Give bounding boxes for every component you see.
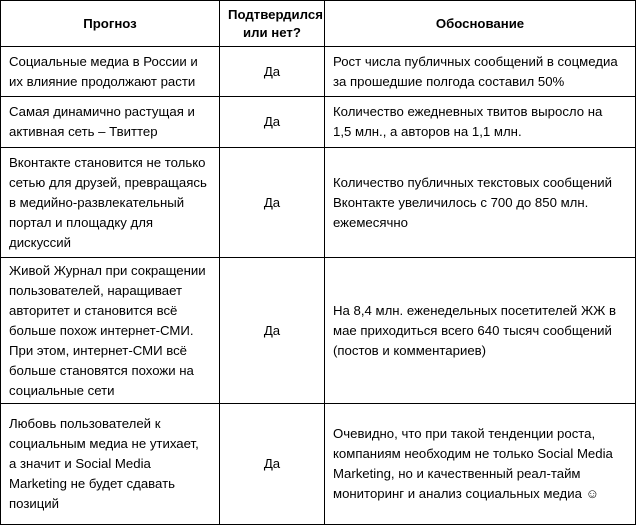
forecast-cell: Вконтакте становится не только сетью для друзей, превращаясь в медийно-развлекательный портал и площадку для дискуссий	[1, 148, 220, 258]
confirmed-cell: Да	[220, 258, 325, 404]
table-header-row	[1, 1, 636, 47]
forecast-cell: Любовь пользователей к социальным медиа не утихает, а значит и Social Media Marketing не будет сдавать позиций	[1, 404, 220, 525]
reasoning-cell: На 8,4 млн. еженедельных посетителей ЖЖ в мае приходиться всего 640 тысяч сообщений (постов и комментариев)	[325, 258, 636, 404]
confirmed-cell: Да	[220, 47, 325, 97]
forecast-cell: Живой Журнал при сокращении пользователей, наращивает авторитет и становится всё больше похож интернет-СМИ. При этом, интернет-СМИ всё больше становятся похожи на социальные сети	[1, 258, 220, 404]
table-row	[1, 97, 636, 148]
forecast-cell: Самая динамично растущая и активная сеть – Твиттер	[1, 97, 220, 148]
confirmed-cell: Да	[220, 404, 325, 525]
reasoning-cell: Количество ежедневных твитов выросло на 1,5 млн., а авторов на 1,1 млн.	[325, 97, 636, 148]
confirmed-cell: Да	[220, 148, 325, 258]
table-row	[1, 404, 636, 525]
reasoning-cell: Рост числа публичных сообщений в соцмедиа за прошедшие полгода составил 50%	[325, 47, 636, 97]
reasoning-cell: Количество публичных текстовых сообщений Вконтакте увеличилось с 700 до 850 млн. ежемесячно	[325, 148, 636, 258]
header-confirmed: Подтвердился или нет?	[220, 1, 325, 47]
header-forecast: Прогноз	[1, 1, 220, 47]
table-row	[1, 47, 636, 97]
reasoning-cell: Очевидно, что при такой тенденции роста, компаниям необходим не только Social Media Marketing, но и качественный реал-тайм мониторинг и анализ социальных медиа ☺	[325, 404, 636, 525]
forecast-cell: Социальные медиа в России и их влияние продолжают расти	[1, 47, 220, 97]
table-row	[1, 258, 636, 404]
table-row	[1, 148, 636, 258]
confirmed-cell: Да	[220, 97, 325, 148]
header-reasoning: Обоснование	[325, 1, 636, 47]
